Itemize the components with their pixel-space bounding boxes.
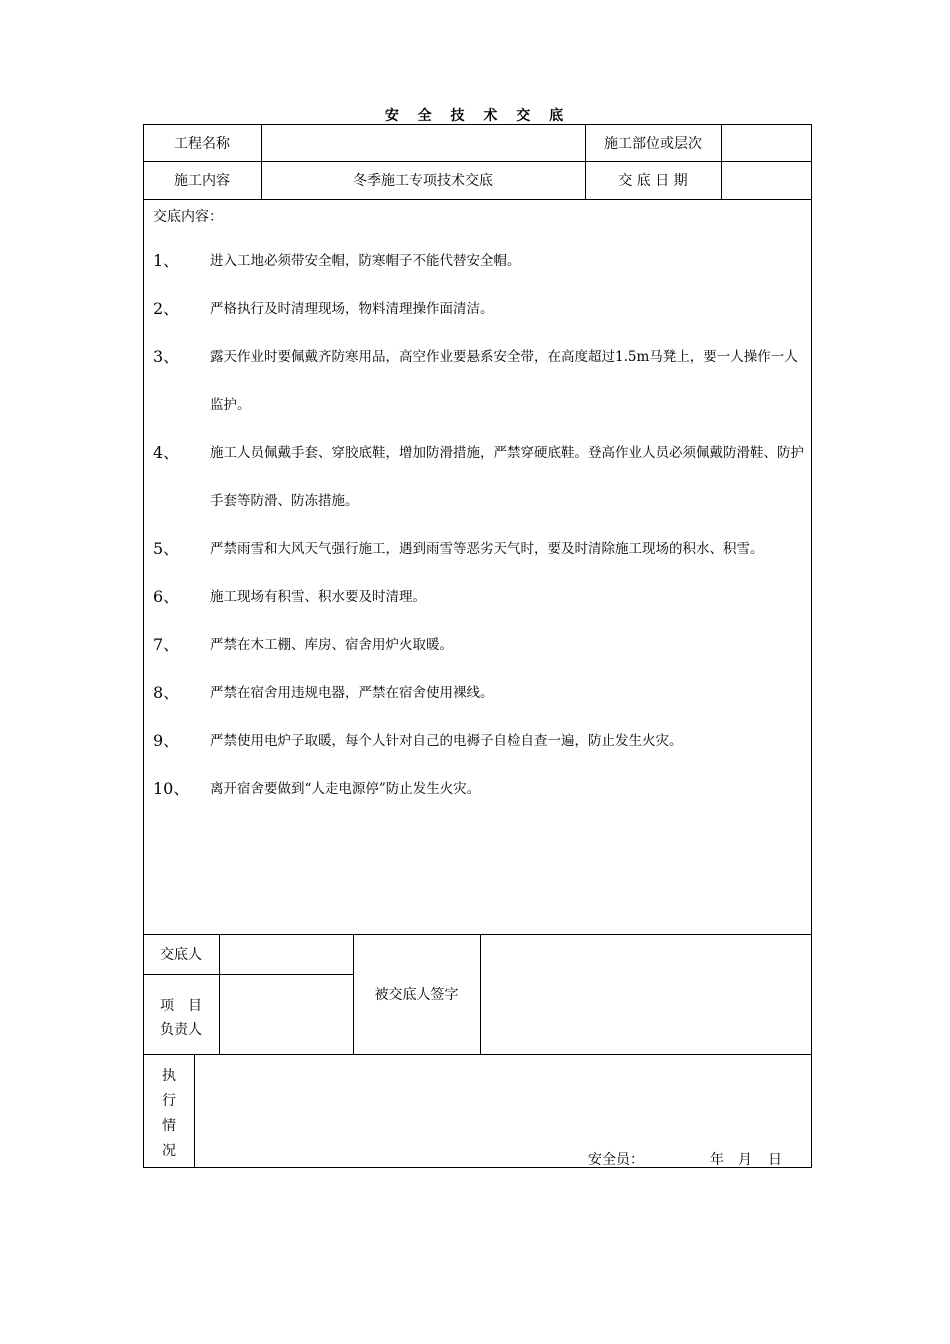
execution-char: 况 (162, 1143, 176, 1159)
divider (143, 199, 812, 200)
divider (143, 1054, 812, 1055)
execution-char: 行 (162, 1093, 176, 1109)
item-number: 3、 (153, 347, 180, 366)
item-text: 严禁雨雪和大风天气强行施工，遇到雨雪等恶劣天气时，要及时清除施工现场的积水、积雪。 (210, 541, 764, 557)
manager-label-line-1: 项 目 (160, 998, 202, 1014)
item-text: 严禁在木工棚、库房、宿舍用炉火取暖。 (210, 637, 453, 653)
content-label: 施工内容 (174, 173, 230, 189)
project-name-field[interactable] (261, 124, 585, 161)
execution-status-label (143, 1064, 195, 1164)
location-label: 施工部位或层次 (604, 135, 702, 152)
item-text: 进入工地必须带安全帽，防寒帽子不能代替安全帽。 (210, 253, 521, 269)
item-text: 严禁使用电炉子取暖，每个人针对自己的电褥子自检自查一遍，防止发生火灾。 (210, 733, 683, 749)
discloser-field[interactable] (219, 934, 353, 974)
location-field[interactable] (721, 124, 812, 161)
item-text: 严格执行及时清理现场，物料清理操作面清洁。 (210, 301, 494, 317)
item-number: 1、 (153, 251, 180, 270)
item-number: 10、 (153, 779, 190, 798)
date-day-label: 日 (768, 1152, 782, 1168)
discloser-label: 交底人 (160, 947, 202, 963)
execution-char: 执 (162, 1068, 176, 1084)
manager-field[interactable] (219, 974, 353, 1054)
item-number: 9、 (153, 731, 180, 750)
item-text: 施工人员佩戴手套、穿胶底鞋，增加防滑措施，严禁穿硬底鞋。登高作业人员必须佩戴防滑鞋、防护手套等防滑、防冻措施。 (210, 445, 804, 509)
item-number: 8、 (153, 683, 180, 702)
date-year-label: 年 (710, 1152, 724, 1168)
execution-char: 情 (162, 1118, 176, 1134)
recipient-signature-label: 被交底人签字 (374, 987, 459, 1003)
item-text: 严禁在宿舍用违规电器，严禁在宿舍使用裸线。 (210, 685, 494, 701)
date-label: 交 底 日 期 (618, 173, 688, 189)
item-text: 离开宿舍要做到“人走电源停”防止发生火灾。 (210, 781, 481, 797)
item-number: 7、 (153, 635, 180, 654)
date-month-label: 月 (738, 1152, 752, 1168)
item-number: 2、 (153, 299, 180, 318)
recipient-signature-field[interactable] (480, 934, 812, 1054)
item-text: 施工现场有积雪、积水要及时清理。 (210, 589, 426, 605)
document-title: 安 全 技 术 交 底 (384, 108, 571, 124)
manager-label (143, 994, 219, 1042)
content-field[interactable]: 冬季施工专项技术交底 (353, 173, 493, 189)
item-number: 5、 (153, 539, 180, 558)
project-name-label: 工程名称 (174, 135, 230, 152)
safety-officer-label: 安全员： (588, 1152, 644, 1168)
item-text: 露天作业时要佩戴齐防寒用品，高空作业要悬系安全带，在高度超过1.5m马凳上，要一人操作一人监护。 (210, 349, 798, 413)
manager-label-line-2: 负责人 (160, 1022, 202, 1038)
item-number: 6、 (153, 587, 180, 606)
disclosure-content-label: 交底内容： (153, 209, 223, 225)
item-number: 4、 (153, 443, 180, 462)
date-field[interactable] (721, 161, 812, 199)
